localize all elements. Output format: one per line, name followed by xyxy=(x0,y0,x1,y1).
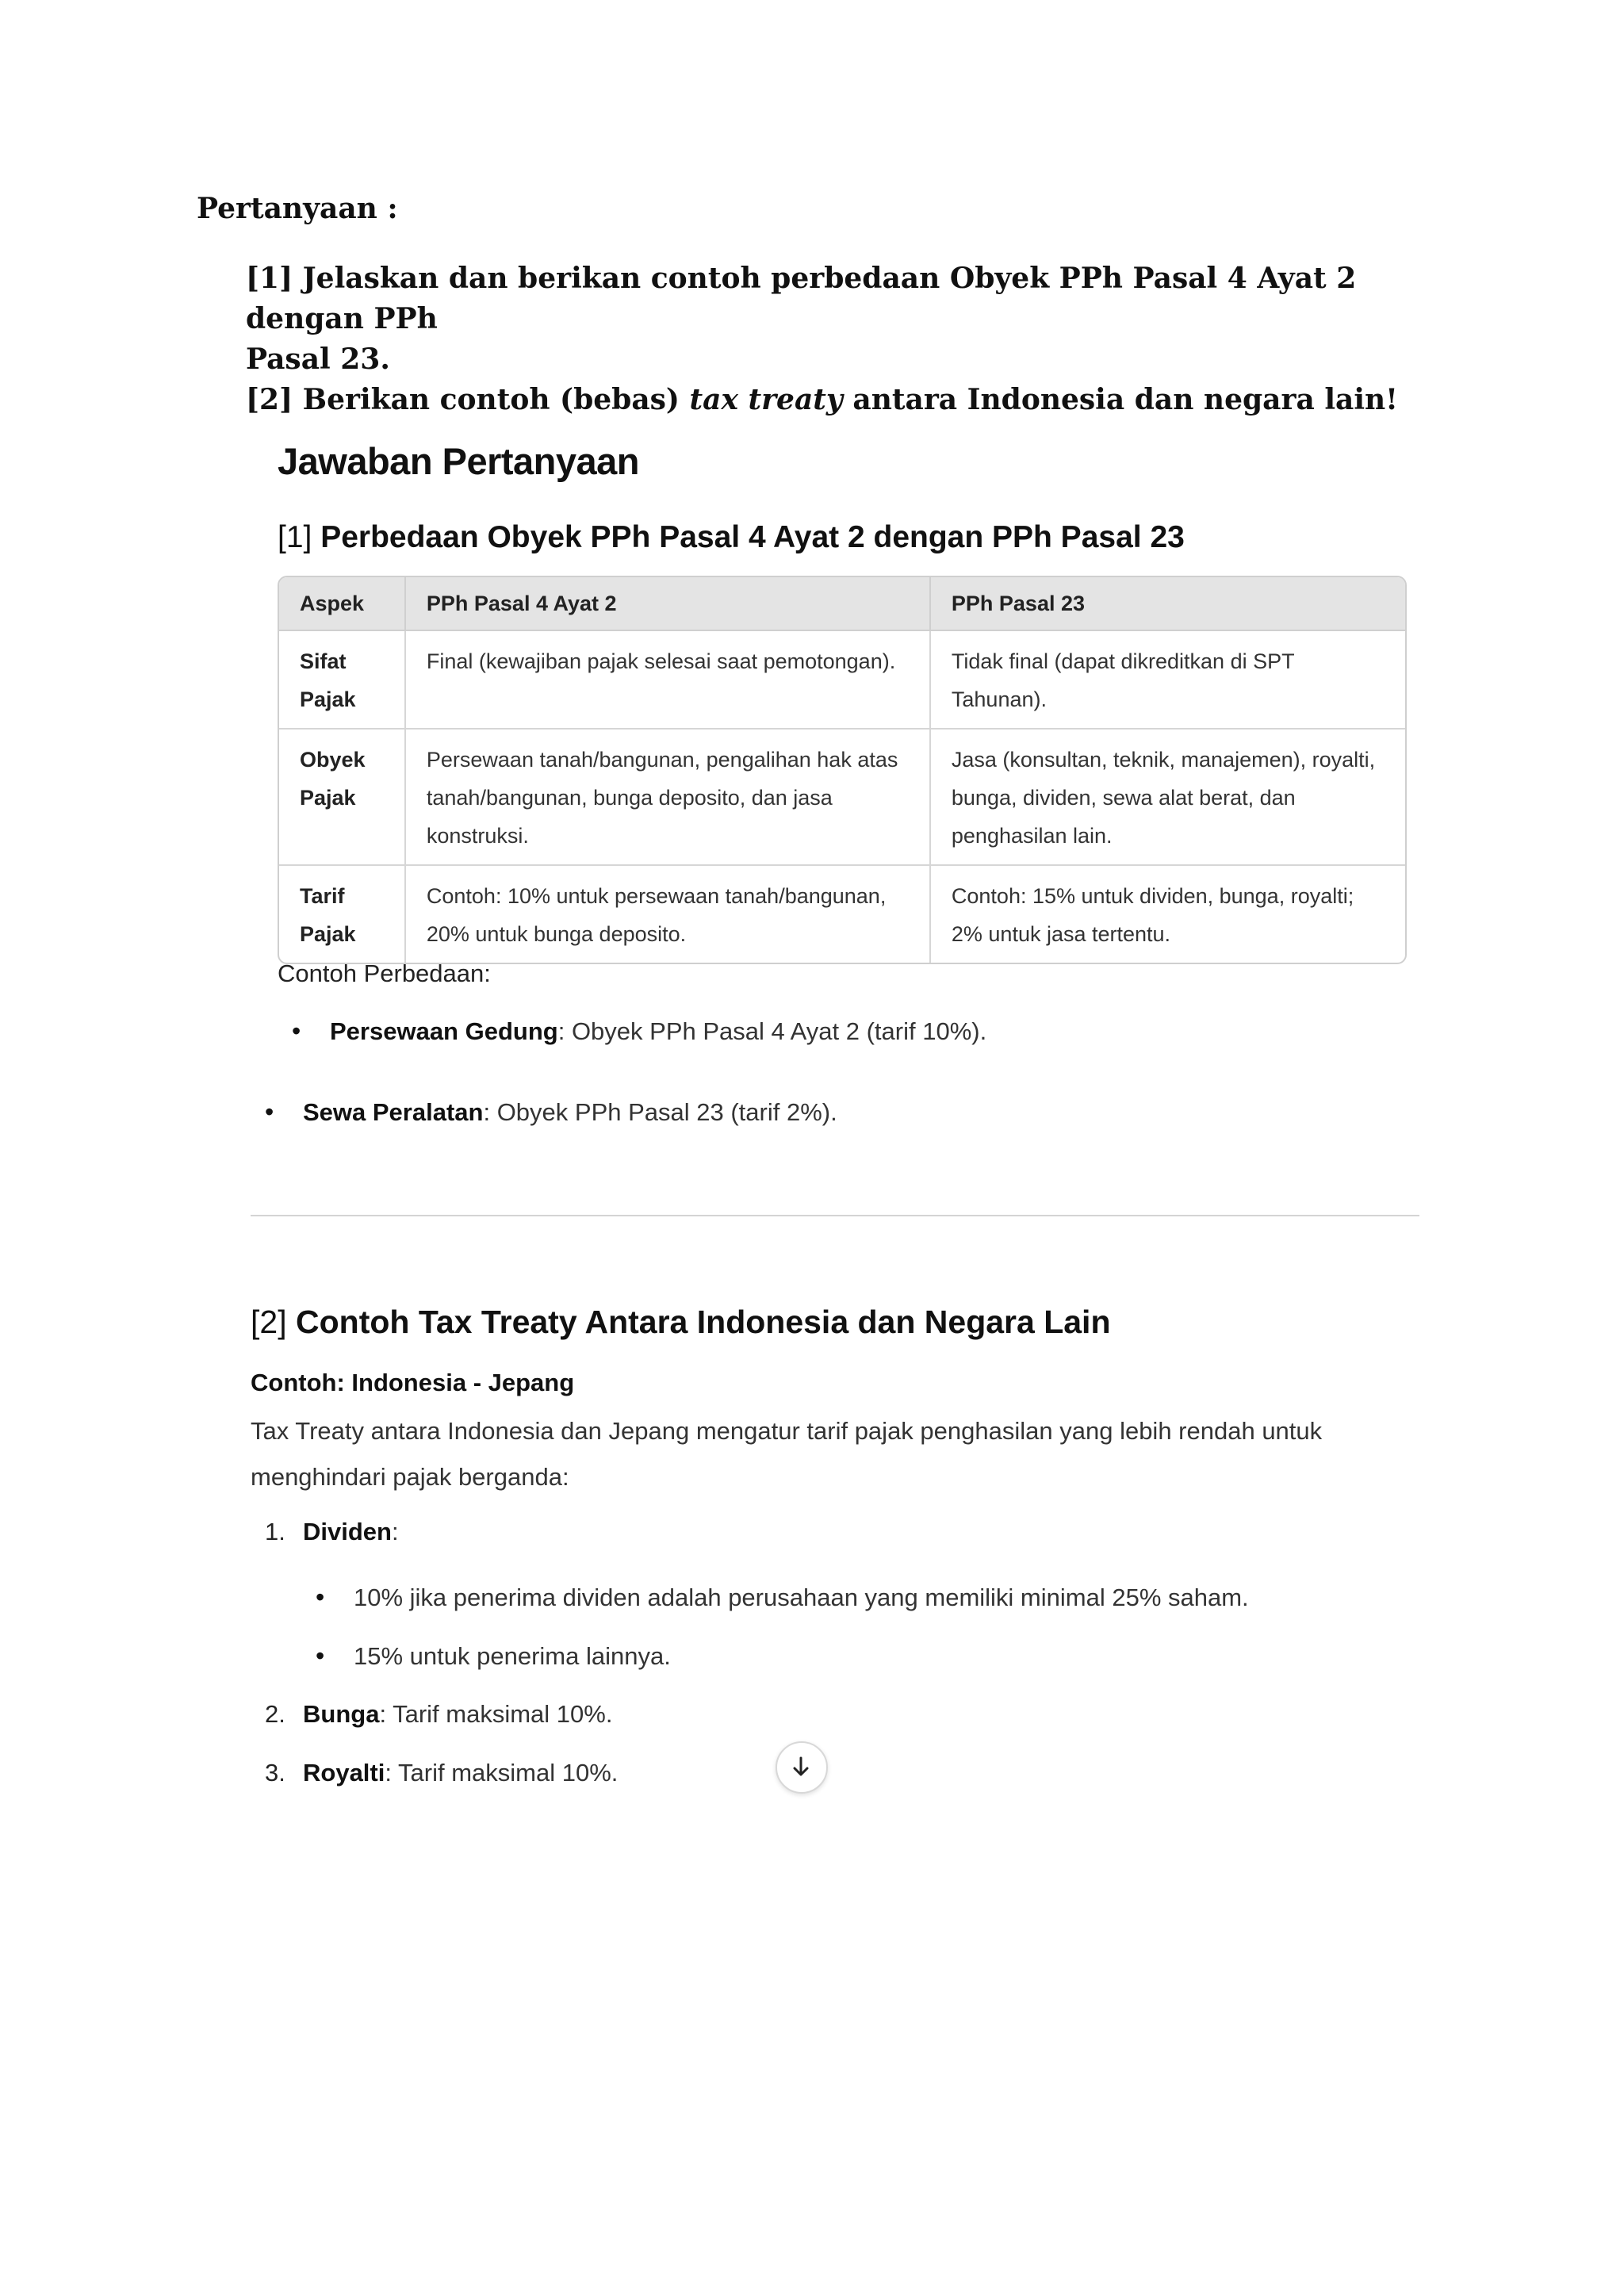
bullet-dot: • xyxy=(316,1583,325,1611)
section-2-title-text: Contoh Tax Treaty Antara Indonesia dan Negara Lain xyxy=(296,1304,1111,1340)
section-2-number: [2] xyxy=(251,1304,287,1340)
table-header-aspek: Aspek xyxy=(279,577,406,631)
cell-line: Tahunan). xyxy=(951,687,1047,711)
scroll-down-button[interactable] xyxy=(776,1741,828,1794)
cell-line: Tidak final (dapat dikreditkan di SPT xyxy=(951,649,1295,673)
question-2-after: antara Indonesia dan negara lain! xyxy=(842,383,1398,416)
section-1-title xyxy=(278,520,1185,555)
table-cell-pasal-4 xyxy=(406,866,931,963)
table-header-pasal-23: PPh Pasal 23 xyxy=(931,577,1405,631)
cell-line: bunga, dividen, sewa alat berat, dan xyxy=(951,786,1296,810)
section-2-title xyxy=(251,1304,1110,1341)
bullet-text: : Obyek PPh Pasal 4 Ayat 2 (tarif 10%). xyxy=(557,1017,987,1045)
answer-title: Jawaban Pertanyaan xyxy=(278,440,639,482)
question-list xyxy=(246,259,1419,420)
list-item xyxy=(316,1583,1249,1612)
comparison-table xyxy=(278,576,1407,964)
list-item xyxy=(265,1700,612,1729)
table-row xyxy=(279,631,1405,730)
question-2-italic: tax treaty xyxy=(689,383,843,416)
table-cell-aspek xyxy=(279,631,406,730)
table-row xyxy=(279,730,1405,866)
list-text: : Tarif maksimal 10%. xyxy=(385,1759,619,1787)
cell-line: Sifat xyxy=(300,649,347,673)
section-1-number: [1] xyxy=(278,520,312,554)
question-1-line-2: Pasal 23. xyxy=(246,343,390,376)
list-item xyxy=(265,1518,399,1546)
contoh-perbedaan-label: Contoh Perbedaan: xyxy=(278,959,491,987)
sub-bullet-text: 10% jika penerima dividen adalah perusahaan yang memiliki minimal 25% saham. xyxy=(354,1584,1249,1611)
cell-line: Tarif xyxy=(300,884,345,908)
section-2-subtitle: Contoh: Indonesia - Jepang xyxy=(251,1369,575,1396)
bullet-dot: • xyxy=(316,1641,325,1670)
bullet-dot: • xyxy=(265,1097,274,1126)
paragraph-line: menghindari pajak berganda: xyxy=(251,1463,569,1491)
list-bold: Dividen xyxy=(303,1518,392,1545)
cell-line: Persewaan tanah/bangunan, pengalihan hak atas xyxy=(426,748,898,772)
list-number: 3. xyxy=(265,1759,285,1787)
cell-line: 2% untuk jasa tertentu. xyxy=(951,922,1171,946)
cell-line: Obyek xyxy=(300,748,366,772)
cell-line: Final (kewajiban pajak selesai saat pemotongan). xyxy=(426,649,896,673)
list-item xyxy=(316,1641,671,1671)
cell-line: Jasa (konsultan, teknik, manajemen), royalti, xyxy=(951,748,1376,772)
bullet-text: : Obyek PPh Pasal 23 (tarif 2%). xyxy=(483,1098,837,1126)
section-1-title-text: Perbedaan Obyek PPh Pasal 4 Ayat 2 dengan PPh Pasal 23 xyxy=(320,520,1185,554)
table-cell-aspek xyxy=(279,730,406,866)
bullet-bold: Sewa Peralatan xyxy=(303,1098,484,1126)
cell-line: Pajak xyxy=(300,786,356,810)
section-2-paragraph xyxy=(251,1408,1416,1500)
list-item xyxy=(265,1759,618,1787)
list-number: 2. xyxy=(265,1700,285,1728)
table-cell-pasal-23 xyxy=(931,866,1405,963)
list-item xyxy=(265,1097,837,1127)
cell-line: penghasilan lain. xyxy=(951,824,1113,848)
list-text: : Tarif maksimal 10%. xyxy=(379,1700,613,1728)
list-text: : xyxy=(391,1518,399,1545)
table-header-row xyxy=(279,577,1405,631)
bullet-bold: Persewaan Gedung xyxy=(330,1017,558,1045)
cell-line: tanah/bangunan, bunga deposito, dan jasa xyxy=(426,786,833,810)
list-item xyxy=(292,1017,986,1046)
table-cell-pasal-23 xyxy=(931,730,1405,866)
cell-line: Pajak xyxy=(300,922,356,946)
question-item-1 xyxy=(246,259,1419,380)
list-bold: Royalti xyxy=(303,1759,385,1787)
bullet-dot: • xyxy=(292,1017,301,1045)
section-divider xyxy=(251,1215,1419,1216)
cell-line: Contoh: 10% untuk persewaan tanah/bangunan, xyxy=(426,884,887,908)
table-row xyxy=(279,866,1405,963)
table-cell-pasal-4 xyxy=(406,631,931,730)
sub-bullet-text: 15% untuk penerima lainnya. xyxy=(354,1642,671,1670)
table-cell-pasal-4 xyxy=(406,730,931,866)
paragraph-line: Tax Treaty antara Indonesia dan Jepang mengatur tarif pajak penghasilan yang lebih rendah untuk xyxy=(251,1417,1323,1445)
arrow-down-icon xyxy=(789,1755,813,1779)
table-cell-pasal-23 xyxy=(931,631,1405,730)
question-1-line-1: [1] Jelaskan dan berikan contoh perbedaan Obyek PPh Pasal 4 Ayat 2 dengan PPh xyxy=(246,262,1357,335)
question-item-2 xyxy=(246,380,1419,420)
question-heading: Pertanyaan : xyxy=(197,192,398,225)
cell-line: 20% untuk bunga deposito. xyxy=(426,922,687,946)
cell-line: konstruksi. xyxy=(426,824,529,848)
table-cell-aspek xyxy=(279,866,406,963)
cell-line: Contoh: 15% untuk dividen, bunga, royalti; xyxy=(951,884,1354,908)
list-number: 1. xyxy=(265,1518,285,1545)
list-bold: Bunga xyxy=(303,1700,380,1728)
question-2-before: [2] Berikan contoh (bebas) xyxy=(246,383,690,416)
table-header-pasal-4-ayat-2: PPh Pasal 4 Ayat 2 xyxy=(406,577,931,631)
cell-line: Pajak xyxy=(300,687,356,711)
